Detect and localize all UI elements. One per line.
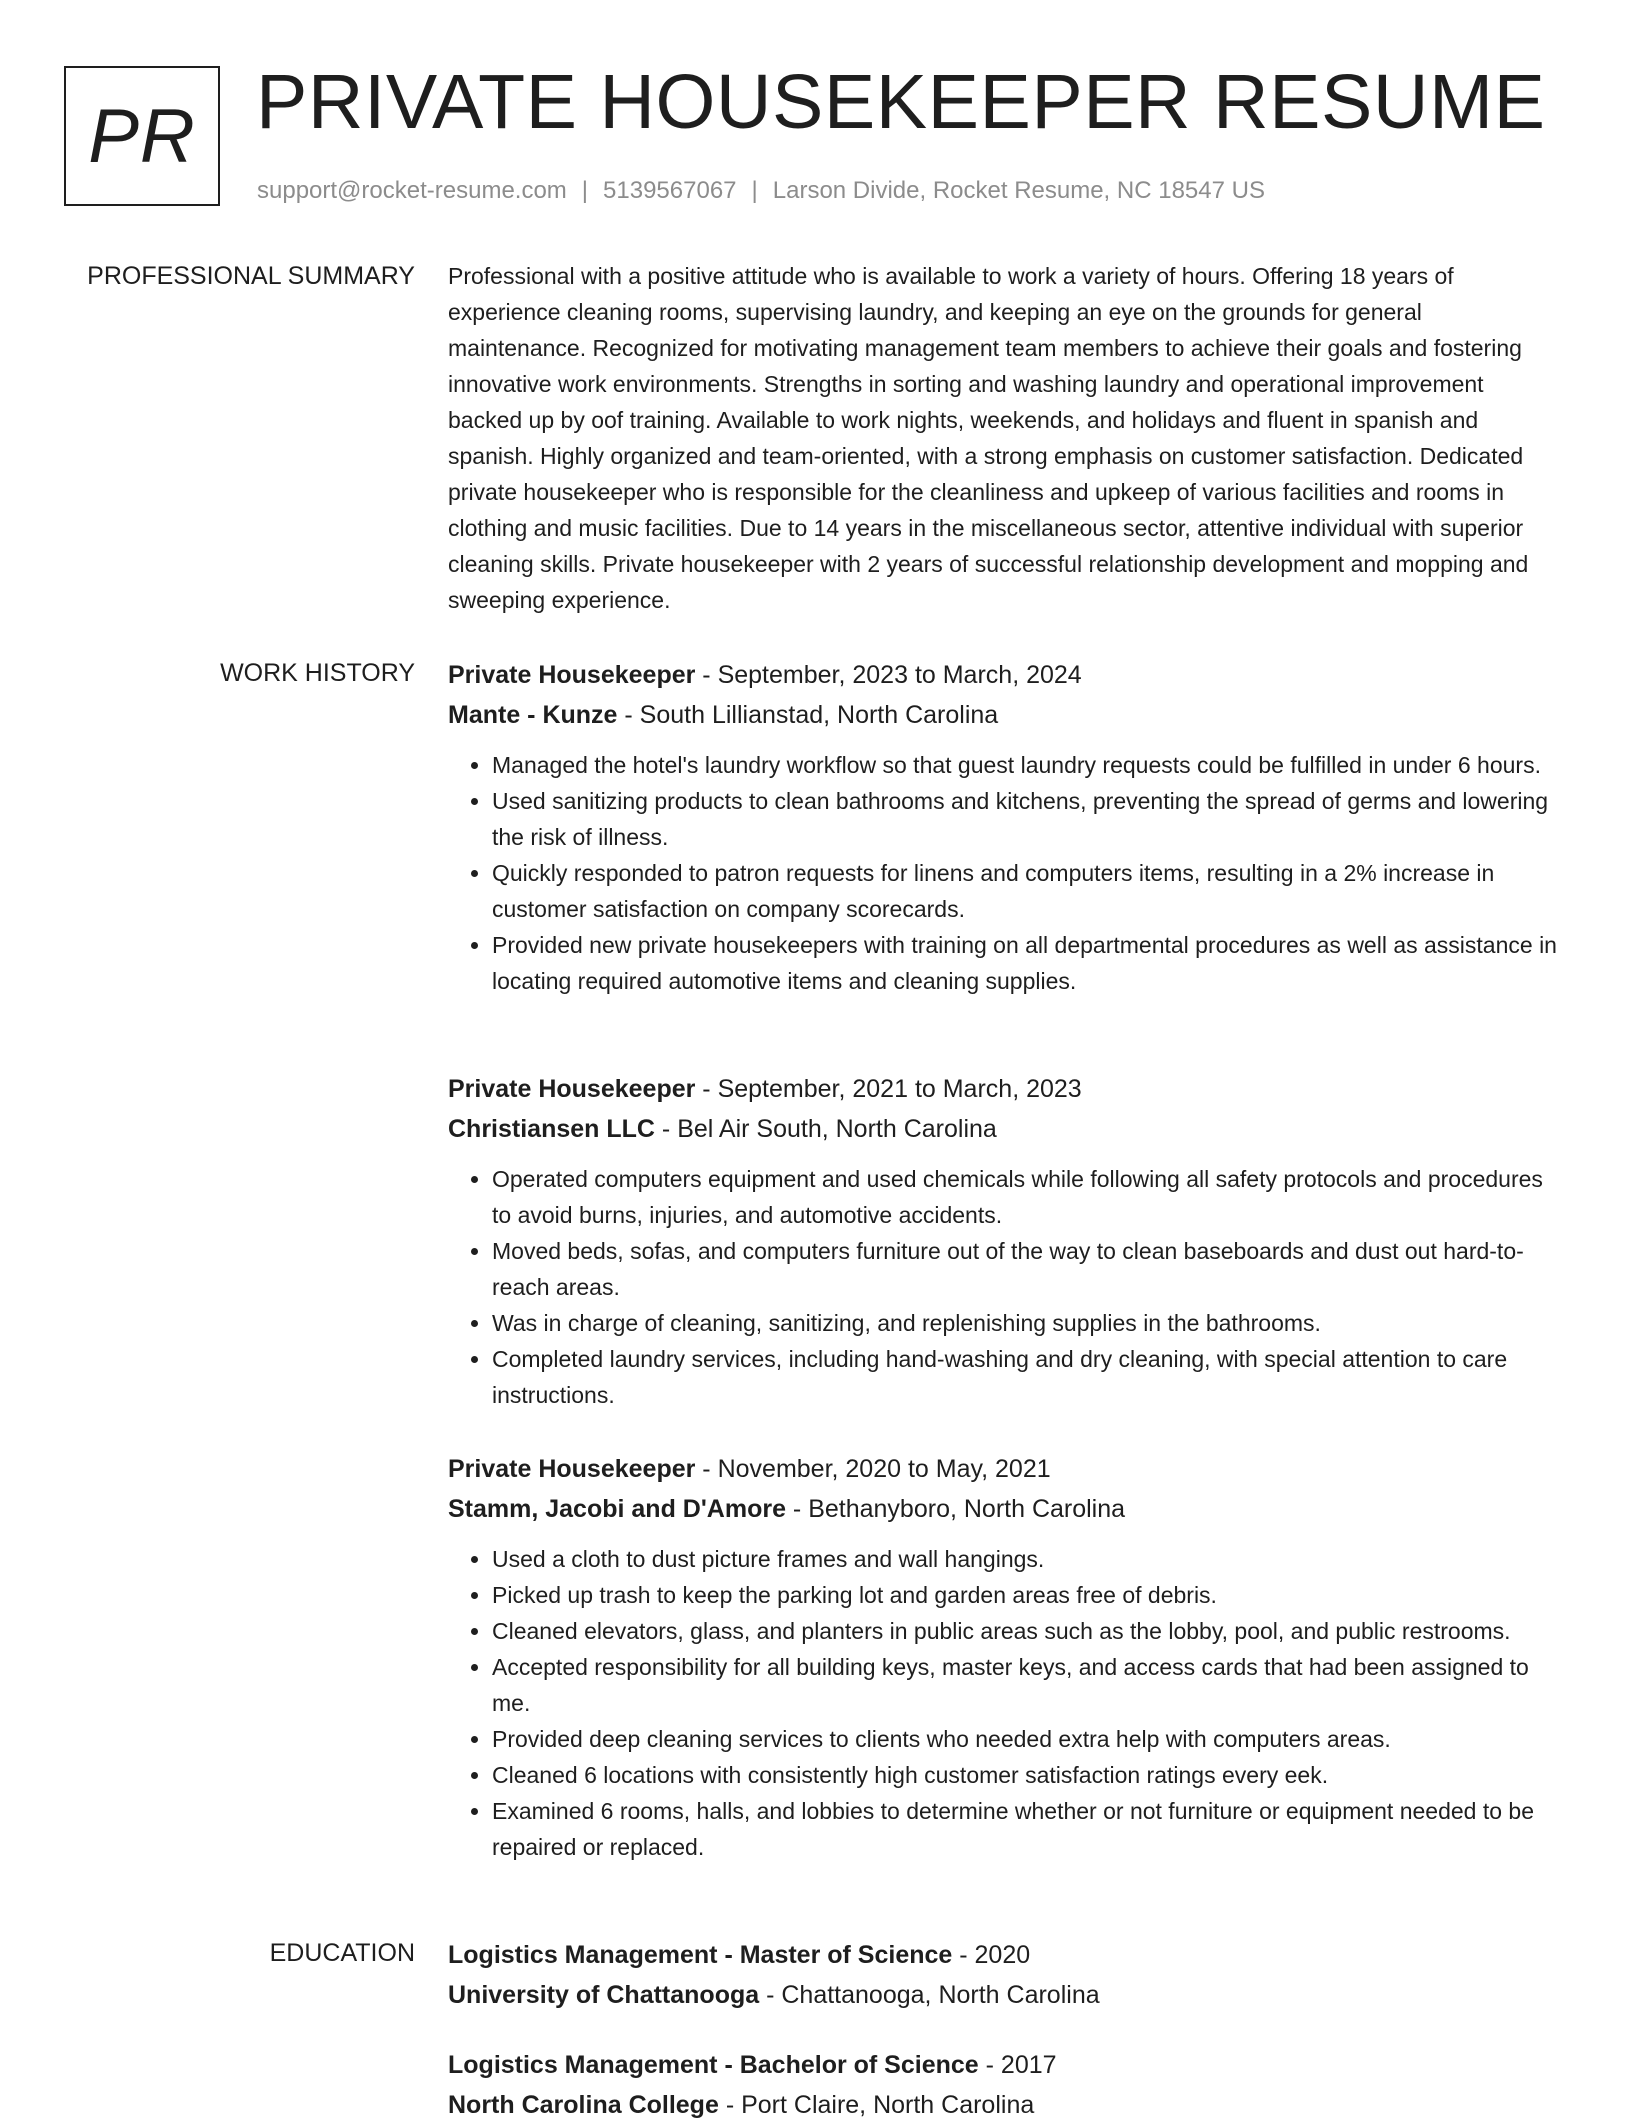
education-year: - 2020 [952,1941,1031,1969]
job-title: Private Housekeeper [448,661,696,689]
job-bullet: • Completed laundry services, including hand-washing and dry cleaning, with special attention to care instructions. [492,1341,1564,1413]
education-location: - Port Claire, North Carolina [718,2091,1035,2119]
education-school-line [448,2085,1564,2125]
education-degree-line [448,1935,1564,1975]
job-bullet: • Operated computers equipment and used chemicals while following all safety protocols and procedures to avoid burns, injuries, and automotive accidents. [492,1161,1564,1233]
education-degree: Logistics Management - Master of Science [448,1941,953,1969]
job-entry [448,1449,1564,1865]
education-school: North Carolina College [448,2091,719,2119]
education-year: - 2017 [978,2051,1057,2079]
contact-separator: | [581,177,589,204]
job-location: - Bethanyboro, North Carolina [785,1495,1126,1523]
education-entry [448,2045,1564,2125]
job-entry [448,655,1564,999]
job-bullets [448,747,1564,999]
job-bullet: • Used a cloth to dust picture frames and wall hangings. [492,1541,1564,1577]
contact-separator: | [751,177,758,204]
job-bullet: • Cleaned elevators, glass, and planters in public areas such as the lobby, pool, and public restrooms. [492,1613,1564,1649]
monogram-initials: PR [88,93,196,179]
contact-address: Larson Divide, Rocket Resume, NC 18547 US [772,177,1265,204]
summary-text: Professional with a positive attitude who is available to work a variety of hours. Offering 18 years of experience cleaning rooms, supervising laundry, and keeping an eye on the grounds for general maintenance. Recognized for motivating management team members to achieve their goals and fostering innovative work environments. Strengths in sorting and washing laundry and operational improvement backed up by oof training. Available to work nights, weekends, and holidays and fluent in spanish and spanish. Highly organized and team-oriented, with a strong emphasis on customer satisfaction. Dedicated private housekeeper who is responsible for the cleanliness and upkeep of various facilities and rooms in clothing and music facilities. Due to 14 years in the miscellaneous sector, attentive individual with superior cleaning skills. Private housekeeper with 2 years of successful relationship development and mopping and sweeping experience. [448,263,1529,613]
contact-email[interactable]: support@rocket-resume.com [257,177,567,204]
education-school: University of Chattanooga [448,1981,760,2009]
job-bullet: • Examined 6 rooms, halls, and lobbies to determine whether or not furniture or equipment needed to be repaired or replaced. [492,1793,1564,1865]
job-dates: - November, 2020 to May, 2021 [695,1455,1051,1483]
job-bullet: • Moved beds, sofas, and computers furniture out of the way to clean baseboards and dust out hard-to-reach areas. [492,1233,1564,1305]
job-company-line [448,1489,1564,1529]
job-company: Mante - Kunze [448,701,618,729]
job-bullet: • Picked up trash to keep the parking lot and garden areas free of debris. [492,1577,1564,1613]
section-label-education: EDUCATION [269,1939,415,1967]
job-bullet: • Quickly responded to patron requests for linens and computers items, resulting in a 2% increase in customer satisfaction on company scorecards. [492,855,1564,927]
education-location: - Chattanooga, North Carolina [759,1981,1100,2009]
job-location: - Bel Air South, North Carolina [654,1115,997,1143]
job-title: Private Housekeeper [448,1075,696,1103]
monogram-box [64,66,220,206]
education-school-line [448,1975,1564,2015]
job-company-line [448,695,1564,735]
job-dates: - September, 2023 to March, 2024 [695,661,1082,689]
education-degree-line [448,2045,1564,2085]
job-entry [448,1069,1564,1413]
job-title: Private Housekeeper [448,1455,696,1483]
job-title-line [448,1069,1564,1109]
job-company: Stamm, Jacobi and D'Amore [448,1495,786,1523]
job-title-line [448,1449,1564,1489]
job-bullet: • Managed the hotel's laundry workflow so that guest laundry requests could be fulfilled in under 6 hours. [492,747,1564,783]
job-bullet: • Used sanitizing products to clean bathrooms and kitchens, preventing the spread of germs and lowering the risk of illness. [492,783,1564,855]
job-title-line [448,655,1564,695]
job-bullet: • Cleaned 6 locations with consistently high customer satisfaction ratings every eek. [492,1757,1564,1793]
job-bullets [448,1161,1564,1413]
job-bullet: • Accepted responsibility for all building keys, master keys, and access cards that had been assigned to me. [492,1649,1564,1721]
job-bullet: • Was in charge of cleaning, sanitizing, and replenishing supplies in the bathrooms. [492,1305,1564,1341]
job-company: Christiansen LLC [448,1115,655,1143]
education-degree: Logistics Management - Bachelor of Science [448,2051,979,2079]
summary-body [448,258,1564,618]
contact-phone[interactable]: 5139567067 [603,177,737,204]
job-location: - South Lillianstad, North Carolina [617,701,999,729]
section-label-work-history: WORK HISTORY [220,659,415,687]
contact-line [257,176,1265,206]
education-entry [448,1935,1564,2015]
section-label-summary: PROFESSIONAL SUMMARY [87,262,415,290]
job-bullets [448,1541,1564,1865]
job-dates: - September, 2021 to March, 2023 [695,1075,1082,1103]
job-bullet: • Provided deep cleaning services to clients who needed extra help with computers areas. [492,1721,1564,1757]
resume-title: PRIVATE HOUSEKEEPER RESUME [256,59,1546,145]
job-bullet: • Provided new private housekeepers with training on all departmental procedures as well as assistance in locating required automotive items and cleaning supplies. [492,927,1564,999]
job-company-line [448,1109,1564,1149]
